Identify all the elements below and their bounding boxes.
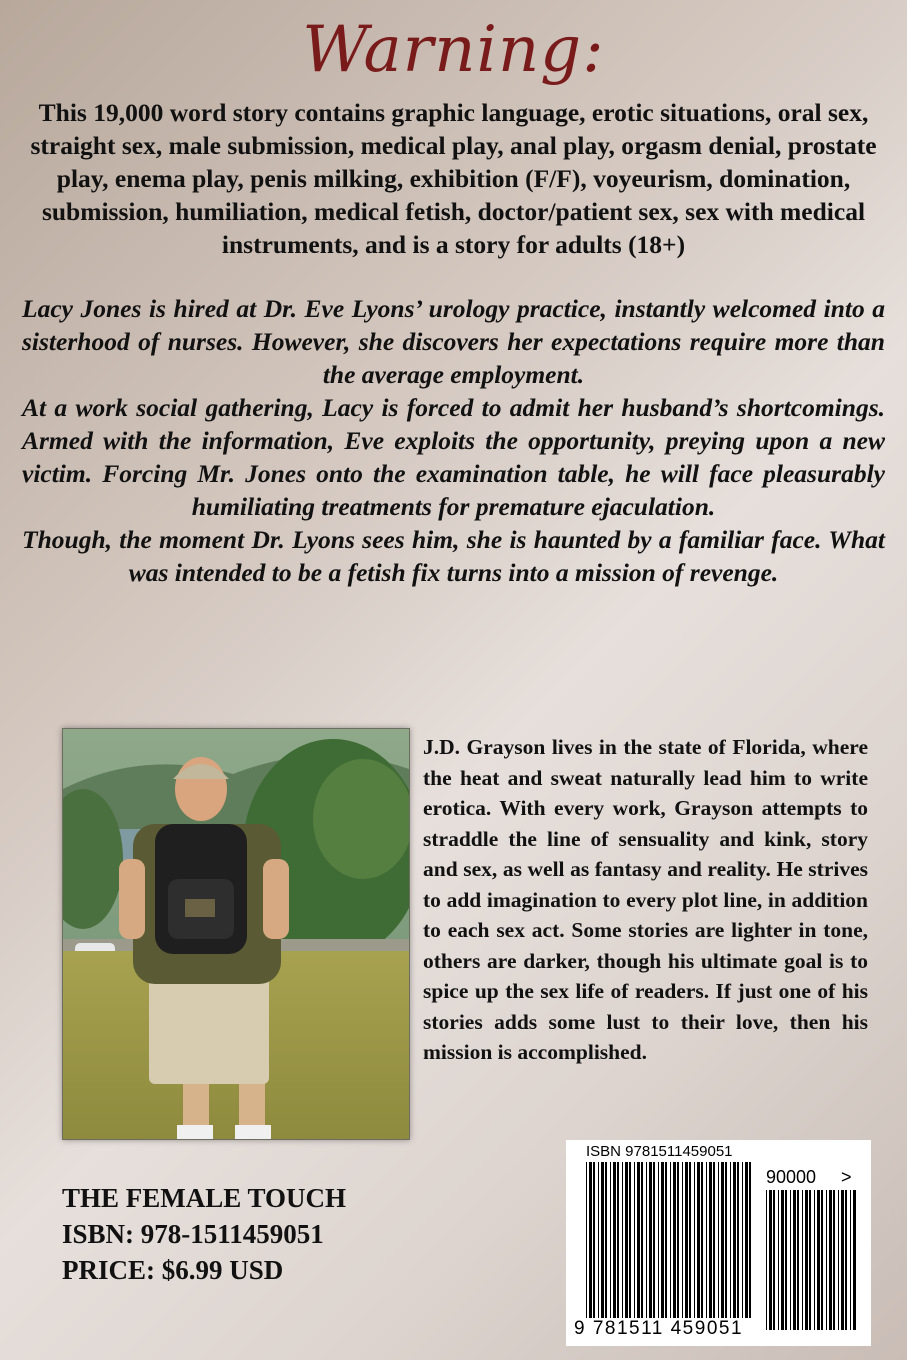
barcode-bar [709,1162,712,1318]
barcode-bar [661,1162,664,1318]
barcode-bar [814,1190,815,1330]
barcode-bar [697,1162,700,1318]
barcode-digits: 9 781511 459051 [574,1318,744,1339]
barcode-bar [637,1162,640,1318]
barcode-bar [749,1162,751,1318]
barcode-bar [781,1190,784,1330]
barcode-bar [673,1162,676,1318]
barcode-bar [718,1162,719,1318]
synopsis [22,292,885,589]
barcode-bar [721,1162,724,1318]
barcode-bar [833,1190,835,1330]
photo-person-arm-right [263,859,289,939]
barcode-bar [790,1190,791,1330]
author-photo [62,728,410,1140]
barcode-bar [706,1162,707,1318]
barcode-bar [593,1162,595,1318]
barcode-bar [629,1162,631,1318]
synopsis-paragraph-1: Lacy Jones is hired at Dr. Eve Lyons’ urology practice, instantly welcomed into a sisterhood of nurses. However, she discovers her expectations require more than the average employment. [22,294,885,389]
barcode-bar [713,1162,715,1318]
photo-shoe-right [235,1125,271,1139]
barcode-bar [829,1190,832,1330]
barcode-bar [641,1162,643,1318]
barcode-bar [613,1162,616,1318]
photo-person-shorts [149,969,269,1084]
photo-tree-right-highlight [313,759,409,879]
barcode-price-code: 90000 [766,1167,817,1187]
barcode-bar [649,1162,652,1318]
barcode-bar [802,1190,803,1330]
barcode-bar [665,1162,667,1318]
barcode-bar [701,1162,703,1318]
synopsis-paragraph-3: Though, the moment Dr. Lyons sees him, she is haunted by a familiar face. What was intended to be a fetish fix turns into a mission of revenge. [22,525,885,587]
barcode-bar [601,1162,604,1318]
barcode-bar [694,1162,695,1318]
barcode-bar [730,1162,731,1318]
barcode-bar [617,1162,619,1318]
barcode-bar [769,1190,772,1330]
barcode-bar [685,1162,688,1318]
author-bio: J.D. Grayson lives in the state of Florida, where the heat and sweat naturally lead him to write erotica. With every work, Grayson attempts to straddle the line of sensuality and kink, story and sex, as well as fantasy and reality. He strives to add imagination to every plot line, in addition to each sex act. Some stories are lighter in tone, others are darker, though his ultimate goal is to spice up the sex life of readers. If just one of his stories adds some lust to their love, then his mission is accomplished. [423,735,868,1064]
barcode-bar [677,1162,679,1318]
barcode-bar [625,1162,628,1318]
barcode-bar [778,1190,779,1330]
barcode-bar [809,1190,811,1330]
barcode-bars [566,1140,871,1346]
barcode-bar [850,1190,851,1330]
barcode-bar [634,1162,635,1318]
warning-title: Warning: [302,13,605,87]
barcode-bar [737,1162,739,1318]
barcode-bar [766,1190,767,1330]
barcode-bar [826,1190,827,1330]
barcode-bar [610,1162,611,1318]
photo-person-legs-right [239,1079,265,1131]
photo-shoe-left [177,1125,213,1139]
barcode-bar [586,1162,587,1318]
book-isbn: ISBN: 978-1511459051 [62,1219,324,1249]
barcode-bar [797,1190,799,1330]
photo-person-arm-left [119,859,145,939]
isbn-barcode [566,1140,871,1346]
barcode-bar [605,1162,607,1318]
book-price: PRICE: $6.99 USD [62,1255,284,1285]
barcode-bar [725,1162,727,1318]
warning-text: This 19,000 word story contains graphic language, erotic situations, oral sex, straight sex, male submission, medical play, anal play, orgasm denial, prostate play, enema play, penis milking, exhibition (F/F), voyeurism, domination, submission, humiliation, medical fetish, doctor/patient sex, sex with medical instruments, and is a story for adults (18+) [30,98,877,259]
barcode-bar [742,1162,743,1318]
barcode-bar [793,1190,796,1330]
barcode-bar [682,1162,683,1318]
book-title: THE FEMALE TOUCH [62,1183,347,1213]
barcode-bar [805,1190,808,1330]
barcode-bar [853,1190,856,1330]
barcode-arrow: > [841,1167,852,1187]
barcode-bar [773,1190,775,1330]
barcode-bar [689,1162,691,1318]
barcode-bar [745,1162,748,1318]
photo-person-legs-left [183,1079,209,1131]
book-info [62,1180,346,1288]
barcode-bar [785,1190,787,1330]
photo-backpack-patch [185,899,215,917]
barcode-bar [841,1190,844,1330]
barcode-bar [733,1162,736,1318]
barcode-bar [817,1190,820,1330]
barcode-bar [821,1190,823,1330]
barcode-bar [589,1162,592,1318]
barcode-bar [845,1190,847,1330]
synopsis-paragraph-2: At a work social gathering, Lacy is forced to admit her husband’s shortcomings. Armed with the information, Eve exploits the opportunity, preying upon a new victim. Forcing Mr. Jones onto the examination table, he will face pleasurably humiliating treatments for premature ejaculation. [22,393,885,521]
barcode-bar [598,1162,599,1318]
barcode-bar [658,1162,659,1318]
barcode-bar [653,1162,655,1318]
barcode-bar [838,1190,839,1330]
barcode-bar [646,1162,647,1318]
barcode-bar [670,1162,671,1318]
barcode-isbn-label: ISBN 9781511459051 [586,1143,733,1160]
barcode-bar [622,1162,623,1318]
